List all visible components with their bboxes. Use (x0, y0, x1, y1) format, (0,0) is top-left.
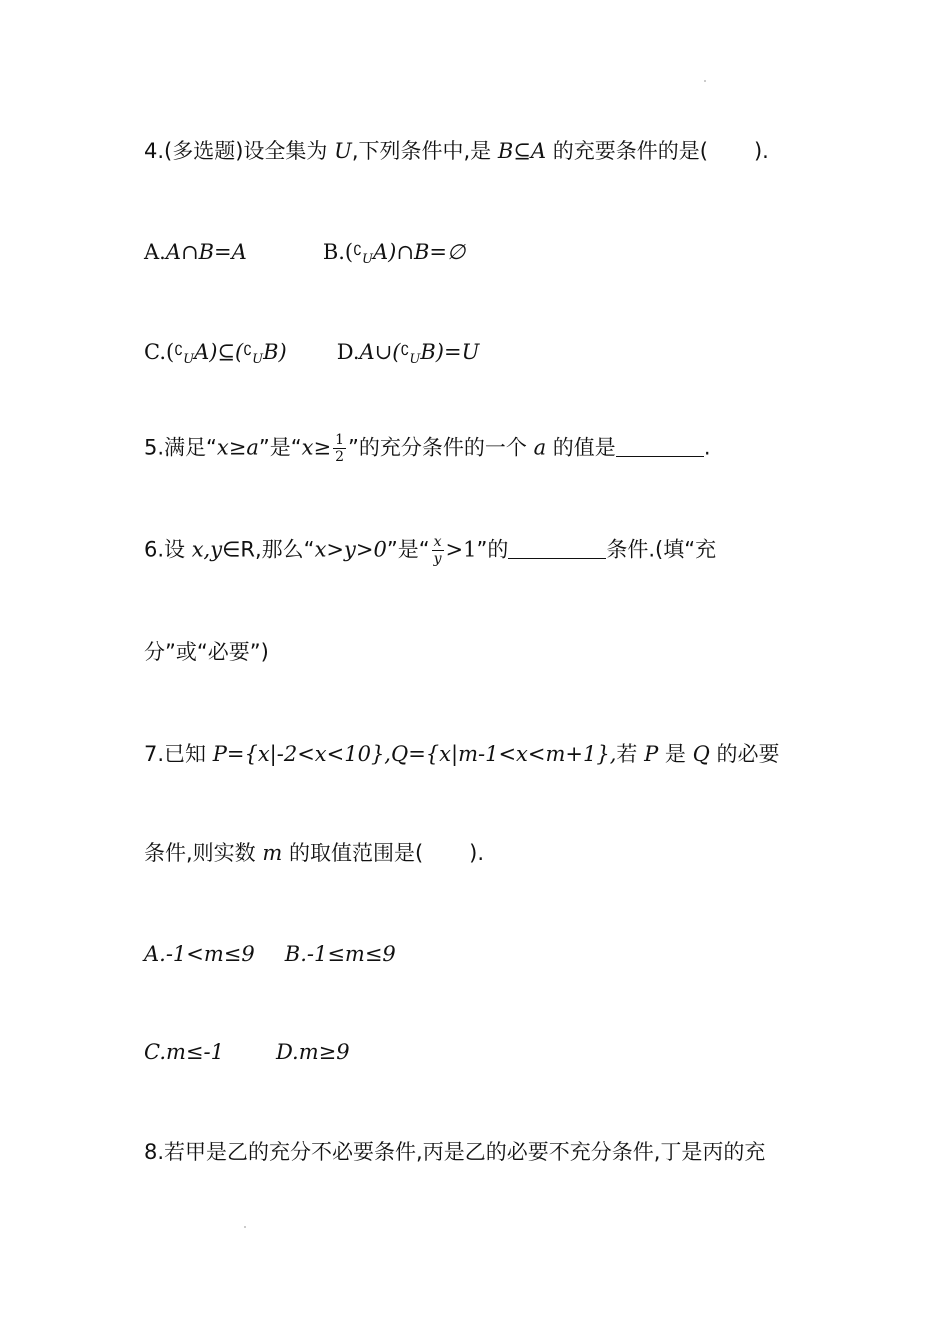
q5-stem-text: ”是“ (258, 435, 302, 460)
q7-stem-text: 的取值范围是( (282, 841, 424, 865)
subscript-u: U (362, 252, 374, 267)
q5-expr-2: x≥ (301, 435, 332, 460)
q4-subset-symbol: ⊆ (513, 139, 531, 163)
q7-option-a: A.-1<m≤9 (144, 942, 255, 966)
q7-stem-line2 (144, 838, 810, 868)
q4-option-c-label: C.( (144, 340, 175, 364)
q4-options-cd (144, 336, 810, 375)
scan-speck (704, 80, 706, 82)
q5-var-a: a (533, 435, 547, 460)
q7-var-p: P (644, 742, 659, 766)
q4-option-d-expr-end: B)=U (420, 340, 480, 364)
q7-stem-text: 是 (658, 742, 693, 766)
q5-answer-blank[interactable] (616, 438, 704, 457)
q7-stem-text: 7.已知 (144, 742, 213, 766)
subscript-u: U (409, 352, 421, 367)
q6-fraction-numerator: x (432, 534, 444, 551)
q4-option-d-label: D. (336, 340, 360, 364)
q6-fraction (432, 534, 444, 567)
q4-stem-text: ,下列条件中,是 (351, 139, 498, 163)
q4-stem-end: ). (753, 139, 769, 163)
q4-var-u: U (334, 139, 352, 163)
q7-stem-text: 的必要 (709, 742, 780, 766)
subscript-u: U (183, 352, 195, 367)
q4-option-a-expr: A∩B=A (165, 240, 247, 264)
q4-var-b: B (497, 139, 514, 163)
q6-answer-blank[interactable] (508, 540, 606, 559)
complement-symbol: ∁ (353, 243, 363, 259)
q6-expr-2: >1 (445, 537, 477, 562)
q6-stem-text: 分”或“必要”) (144, 640, 269, 664)
q7-var-m: m (262, 841, 283, 865)
q7-var-q: Q (692, 742, 710, 766)
q7-stem-text: 条件,则实数 (144, 841, 263, 865)
q7-stem (144, 739, 810, 769)
q4-stem-text: 的充要条件的是( (546, 139, 708, 163)
q4-option-d-expr: A∪( (359, 340, 401, 364)
q4-options-ab (144, 236, 810, 275)
q6-stem-line2 (144, 637, 810, 667)
q5-stem (144, 432, 810, 465)
q5-stem-text: 的值是 (546, 435, 616, 460)
q7-options-cd (144, 1037, 810, 1067)
q6-expr-1: x>y>0 (314, 537, 387, 562)
q4-option-c-expr: A)⊆( (194, 340, 244, 364)
scan-speck (244, 1226, 246, 1228)
q5-expr-1: x≥a (216, 435, 259, 460)
q5-stem-text: 5.满足“ (144, 435, 217, 460)
q7-stem-end: ). (469, 841, 485, 865)
q5-fraction (333, 432, 346, 465)
q5-fraction-numerator: 1 (335, 432, 345, 448)
q7-set-q: ={x|m-1<x<m+1}, (408, 742, 617, 766)
q5-stem-text: ”的充分条件的一个 (348, 435, 534, 460)
complement-symbol: ∁ (243, 343, 253, 359)
q4-stem (144, 136, 810, 166)
q7-var-p: P (212, 742, 227, 766)
q8-stem (144, 1137, 810, 1167)
q7-option-c: C.m≤-1 (144, 1040, 224, 1064)
q7-option-b: B.-1≤m≤9 (284, 942, 396, 966)
q6-fraction-denominator: y (433, 551, 442, 567)
q5-stem-end: . (703, 435, 711, 460)
complement-symbol: ∁ (400, 343, 410, 359)
q4-stem-text: 4.(多选题)设全集为 (144, 139, 335, 163)
q4-option-a-label: A. (144, 240, 166, 264)
q7-option-d: D.m≥9 (275, 1040, 350, 1064)
q6-stem (144, 534, 810, 567)
q4-option-b-label: B.( (322, 240, 354, 264)
q6-stem-text: ”是“ (386, 537, 430, 562)
q4-option-c-expr-end: B) (263, 340, 287, 364)
q5-fraction-denominator: 2 (335, 449, 345, 465)
q7-options-ab (144, 939, 810, 969)
q8-stem-text: 8.若甲是乙的充分不必要条件,丙是乙的必要不充分条件,丁是丙的充 (144, 1140, 766, 1164)
complement-symbol: ∁ (174, 343, 184, 359)
q7-stem-text: 若 (616, 742, 645, 766)
q7-set-p: ={x|-2<x<10}, (226, 742, 391, 766)
q4-var-a: A (530, 139, 547, 163)
q6-stem-text: ∈R,那么“ (222, 537, 315, 562)
subscript-u: U (252, 352, 264, 367)
q6-vars: x,y (191, 537, 223, 562)
q6-stem-text: ”的 (476, 537, 509, 562)
q4-option-b-expr: A)∩B=∅ (373, 240, 466, 264)
q6-stem-text: 条件.(填“充 (606, 537, 717, 562)
q7-var-q: Q (390, 742, 409, 766)
q6-stem-text: 6.设 (144, 537, 192, 562)
